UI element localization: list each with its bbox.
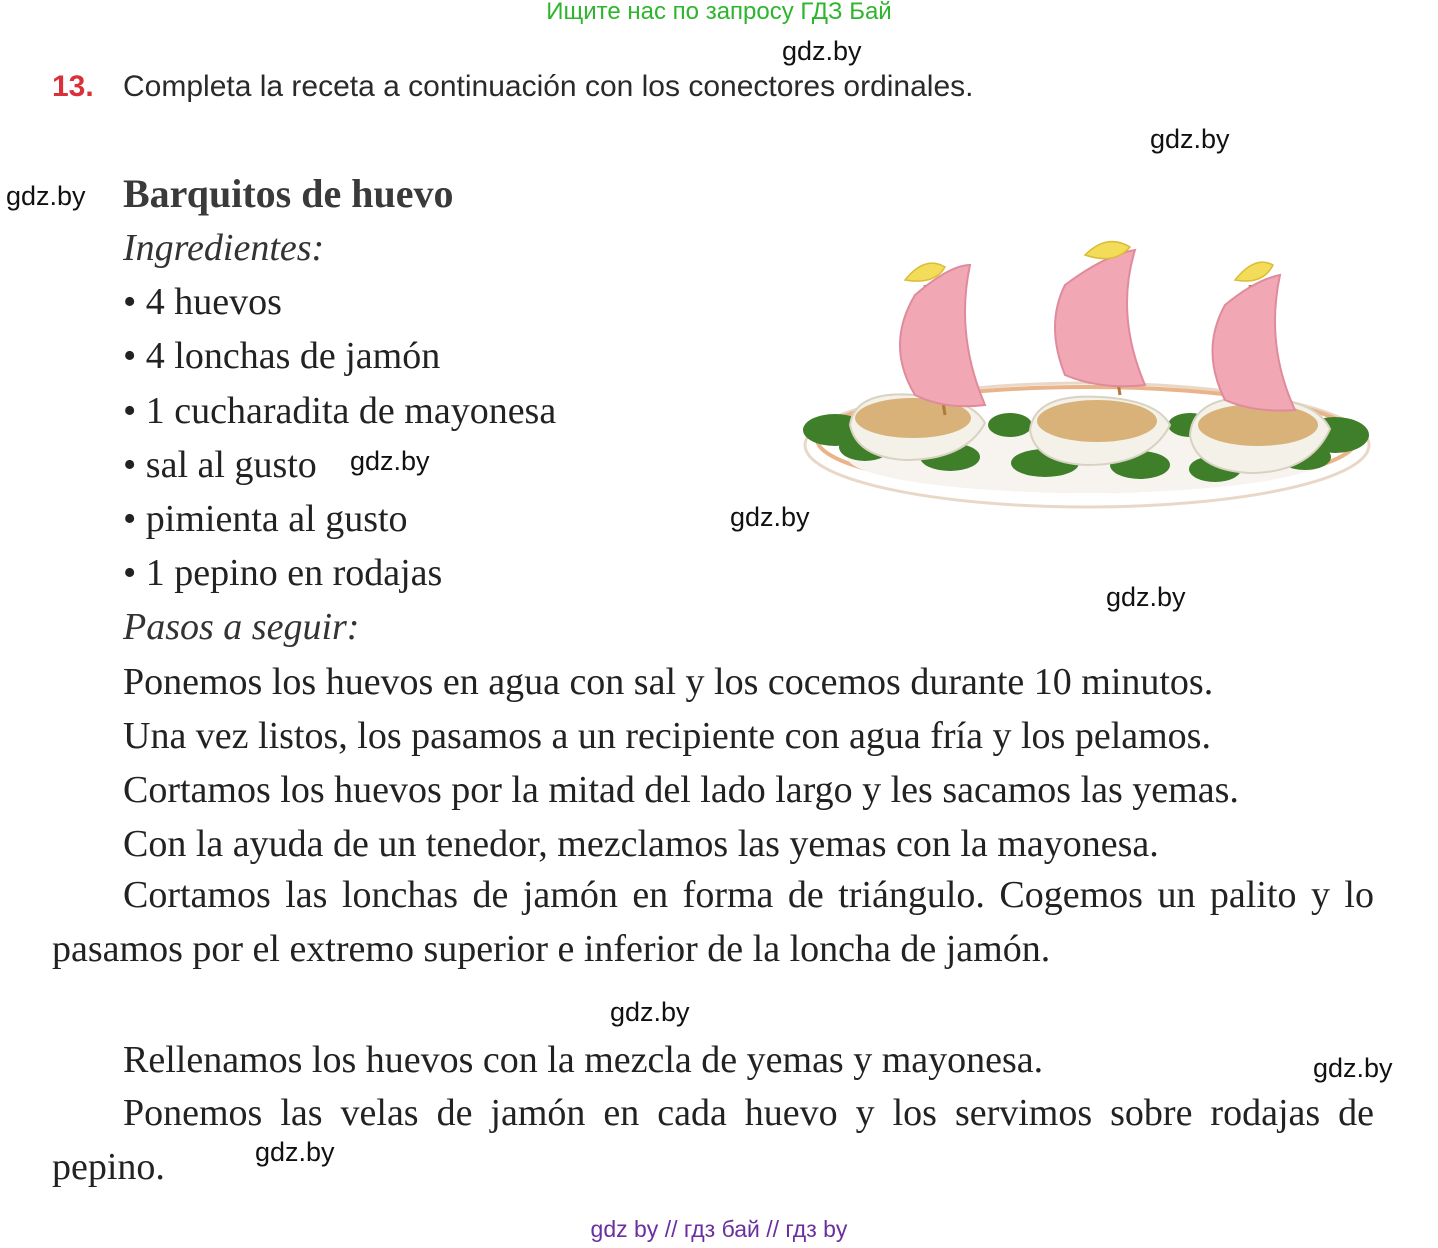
steps-heading: Pasos a seguir: <box>123 606 360 648</box>
task-number: 13. <box>52 70 94 103</box>
recipe-step: Ponemos las velas de jamón en cada huevo y los servimos sobre rodajas de pepino. <box>52 1092 1374 1188</box>
footer-links[interactable]: gdz by // гдз бай // гдз by <box>590 1216 848 1242</box>
ingredient-item: • 4 lonchas de jamón <box>123 335 441 377</box>
recipe-step: Cortamos las lonchas de jamón en forma de triángulo. Cogemos un palito y lo pasamos por el extremo superior e inferior de la loncha de jamón. <box>52 874 1374 970</box>
recipe-step: Ponemos los huevos en agua con sal y los cocemos durante 10 minutos. <box>123 661 1214 703</box>
top-banner[interactable]: Ищите нас по запросу ГДЗ Бай <box>546 0 892 25</box>
recipe-step: Una vez listos, los pasamos a un recipiente con agua fría y los pelamos. <box>123 715 1211 757</box>
watermark: gdz.by <box>1313 1053 1393 1083</box>
task-instruction: Completa la receta a continuación con los conectores ordinales. <box>123 70 974 103</box>
ingredient-item: • sal al gusto <box>123 444 317 486</box>
recipe-step: Rellenamos los huevos con la mezcla de yemas y mayonesa. <box>123 1039 1044 1081</box>
recipe-step-paragraph <box>52 868 1374 976</box>
watermark: gdz.by <box>730 502 810 532</box>
watermark: gdz.by <box>1150 124 1230 154</box>
watermark: gdz.by <box>610 997 690 1027</box>
watermark: gdz.by <box>255 1137 335 1167</box>
watermark: gdz.by <box>782 36 862 66</box>
ingredient-item: • pimienta al gusto <box>123 498 408 540</box>
ingredient-item: • 1 pepino en rodajas <box>123 552 443 594</box>
recipe-step-paragraph <box>52 1086 1374 1194</box>
watermark: gdz.by <box>350 446 430 476</box>
watermark: gdz.by <box>6 181 86 211</box>
ingredient-item: • 1 cucharadita de mayonesa <box>123 390 557 432</box>
recipe-step: Con la ayuda de un tenedor, mezclamos las yemas con la mayonesa. <box>123 823 1159 865</box>
ingredients-heading: Ingredientes: <box>123 227 325 269</box>
egg-boats-photo <box>795 225 1380 520</box>
recipe-title: Barquitos de huevo <box>123 171 454 216</box>
watermark: gdz.by <box>1106 582 1186 612</box>
ingredient-item: • 4 huevos <box>123 281 282 323</box>
recipe-step: Cortamos los huevos por la mitad del lado largo y les sacamos las yemas. <box>123 769 1239 811</box>
